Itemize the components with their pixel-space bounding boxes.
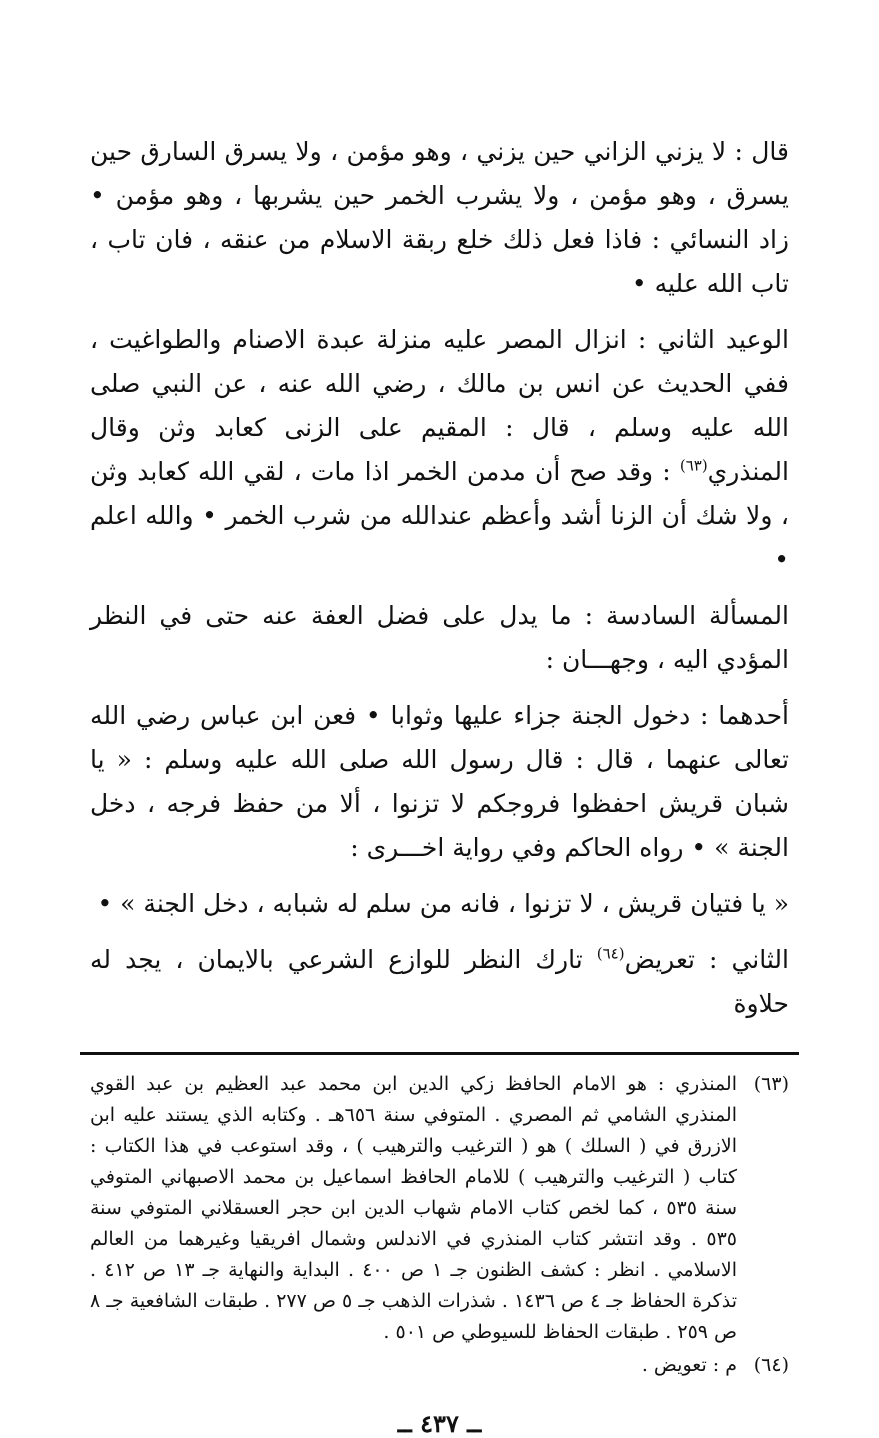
main-text xyxy=(90,130,789,1026)
footnote-text: م : تعويض . xyxy=(641,1354,737,1376)
paragraph-6 xyxy=(90,938,789,1026)
page-number: ــ ٤٣٧ ــ xyxy=(397,1409,482,1438)
paragraph-2 xyxy=(90,318,789,582)
paragraph-6-part-b: تارك النظر للوازع الشرعي بالايمان ، يجد له حلاوة xyxy=(90,945,789,1018)
footnotes xyxy=(90,1069,789,1381)
paragraph-1: قال : لا يزني الزاني حين يزني ، وهو مؤمن ، ولا يسرق السارق حين يسرق ، وهو مؤمن ، ولا يشرب الخمر حين يشربها ، وهو مؤمن • زاد النسائي : فاذا فعل ذلك خلع ربقة الاسلام من عنقه ، فان تاب ، تاب الله عليه • xyxy=(90,137,789,298)
footnote-separator xyxy=(80,1052,799,1055)
footnote-64 xyxy=(90,1350,789,1381)
footnote-63 xyxy=(90,1069,789,1348)
footnote-number: (٦٤) xyxy=(753,1354,789,1376)
footnote-ref-64: (٦٤) xyxy=(596,944,625,963)
paragraph-3: المسألة السادسة : ما يدل على فضل العفة عنه حتى في النظر المؤدي اليه ، وجهـــان : xyxy=(90,601,789,674)
paragraph-2-part-b: : وقد صح أن مدمن الخمر اذا مات ، لقي الله كعابد وثن ، ولا شك أن الزنا أشد وأعظم عندالله من شرب الخمر • والله اعلم • xyxy=(90,457,789,574)
paragraph-4: أحدهما : دخول الجنة جزاء عليها وثوابا • فعن ابن عباس رضي الله تعالى عنهما ، قال : قال رسول الله صلى الله عليه وسلم : « يا شبان قريش احفظوا فروجكم لا تزنوا ، ألا من حفظ فرجه ، دخل الجنة » • رواه الحاكم وفي رواية اخـــرى : xyxy=(90,701,789,862)
paragraph-2-part-a: الوعيد الثاني : انزال المصر عليه منزلة عبدة الاصنام والطواغيت ، ففي الحديث عن انس بن مالك ، رضي الله عنه ، عن النبي صلى الله عليه وسلم ، قال : المقيم على الزنى كعابد وثن وقال المنذري xyxy=(90,325,790,486)
paragraph-5: « يا فتيان قريش ، لا تزنوا ، فانه من سلم له شبابه ، دخل الجنة » • xyxy=(97,889,789,918)
footnote-number: (٦٣) xyxy=(753,1073,789,1095)
footnote-ref-63: (٦٣) xyxy=(679,456,708,475)
paragraph-6-part-a: الثاني : تعريض xyxy=(624,945,789,974)
footnote-text: المنذري : هو الامام الحافظ زكي الدين ابن محمد عبد العظيم بن عبد القوي المنذري الشامي ثم المصري . المتوفي سنة ٦٥٦هـ . وكتابه الذي يستند عليه ابن الازرق في ( السلك ) هو ( الترغيب والترهيب ) ، وقد استوعب في هذا الكتاب : كتاب ( الترغيب والترهيب ) للامام الحافظ اسماعيل بن محمد الاصبهاني المتوفي سنة ٥٣٥ ، كما لخص كتاب الامام شهاب الدين ابن حجر العسقلاني المتوفي سنة ٥٣٥ . وقد انتشر كتاب المنذري في الاندلس وشمال افريقيا وغيرهما من العالم الاسلامي . انظر : كشف الظنون جـ ١ ص ٤٠٠ . البداية والنهاية جـ ١٣ ص ٤١٢ . تذكرة الحفاظ جـ ٤ ص ١٤٣٦ . شذرات الذهب جـ ٥ ص ٢٧٧ . طبقات الشافعية جـ ٨ ص ٢٥٩ . طبقات الحفاظ للسيوطي ص ٥٠١ . xyxy=(90,1073,738,1343)
